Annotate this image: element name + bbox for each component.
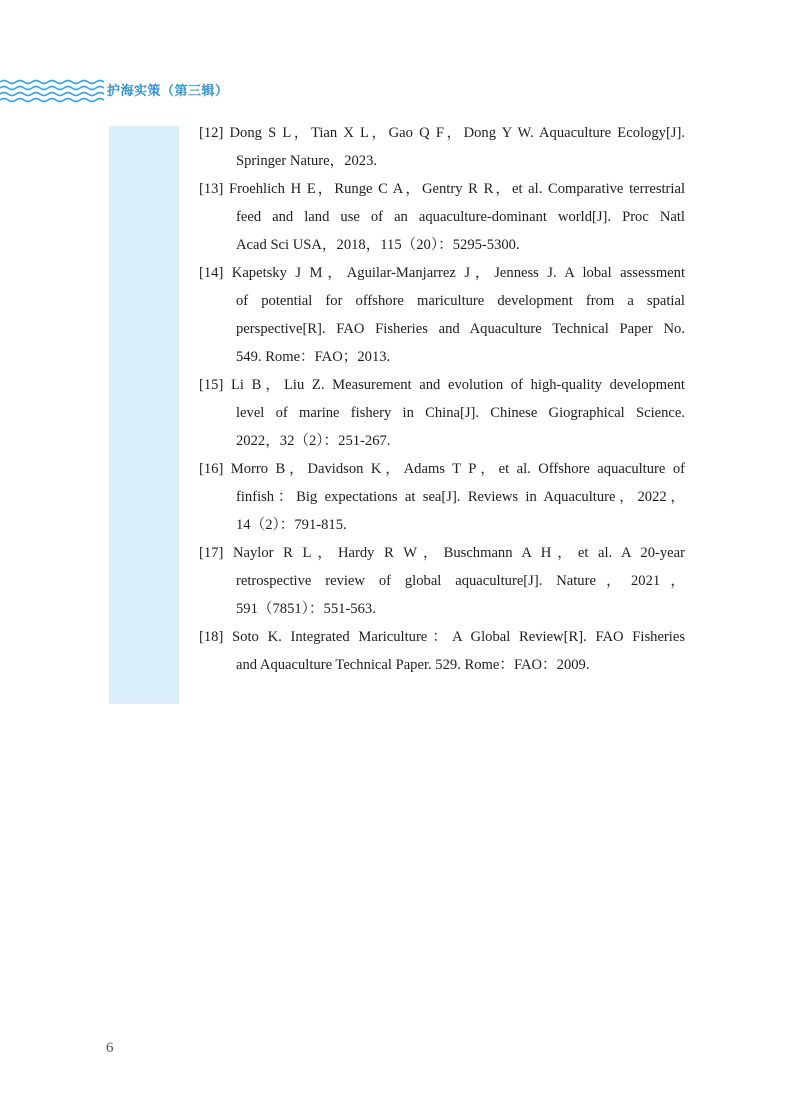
reference-entry: [199, 371, 685, 455]
reference-list: [199, 119, 685, 679]
reference-line: 14（2）：791-815.: [236, 517, 347, 533]
reference-entry: [199, 175, 685, 259]
reference-line: level of marine fishery in China[J]. Chinese Giographical Science.: [236, 405, 685, 421]
running-header: [0, 76, 799, 106]
reference-line: Acad Sci USA，2018，115（20）：5295-5300.: [236, 237, 520, 253]
reference-line: feed and land use of an aquaculture-dominant world[J]. Proc Natl: [236, 209, 685, 225]
reference-entry: [199, 539, 685, 623]
reference-line: [18] Soto K. Integrated Mariculture：A Global Review[R]. FAO Fisheries: [199, 629, 685, 645]
reference-line: and Aquaculture Technical Paper. 529. Rome：FAO：2009.: [236, 657, 590, 673]
reference-line: [12] Dong S L，Tian X L，Gao Q F，Dong Y W. Aquaculture Ecology[J].: [199, 125, 685, 141]
reference-entry: [199, 119, 685, 175]
reference-entry: [199, 455, 685, 539]
page-number: 6: [106, 1040, 114, 1056]
reference-line: Springer Nature，2023.: [236, 153, 378, 169]
reference-line: of potential for offshore mariculture development from a spatial: [236, 293, 685, 309]
reference-line: [15] Li B，Liu Z. Measurement and evolution of high-quality development: [199, 377, 685, 393]
reference-line: finfish：Big expectations at sea[J]. Reviews in Aquaculture，2022，: [236, 489, 685, 505]
reference-line: [17] Naylor R L，Hardy R W，Buschmann A H，et al. A 20-year: [199, 545, 685, 561]
header-title: 护海实策（第三辑）: [107, 84, 229, 99]
reference-line: perspective[R]. FAO Fisheries and Aquaculture Technical Paper No.: [236, 321, 685, 337]
reference-line: 2022，32（2）：251-267.: [236, 433, 391, 449]
reference-line: [13] Froehlich H E，Runge C A，Gentry R R，et al. Comparative terrestrial: [199, 181, 685, 197]
reference-line: 591（7851）：551-563.: [236, 601, 376, 617]
reference-line: retrospective review of global aquaculture[J]. Nature，2021，: [236, 573, 685, 589]
decorative-sidebar: [109, 126, 179, 704]
waves-icon: [0, 76, 106, 106]
reference-line: [14] Kapetsky J M，Aguilar-Manjarrez J，Jenness J. A lobal assessment: [199, 265, 685, 281]
reference-line: [16] Morro B，Davidson K，Adams T P，et al. Offshore aquaculture of: [199, 461, 685, 477]
reference-line: 549. Rome：FAO；2013.: [236, 349, 391, 365]
reference-entry: [199, 623, 685, 679]
reference-entry: [199, 259, 685, 371]
